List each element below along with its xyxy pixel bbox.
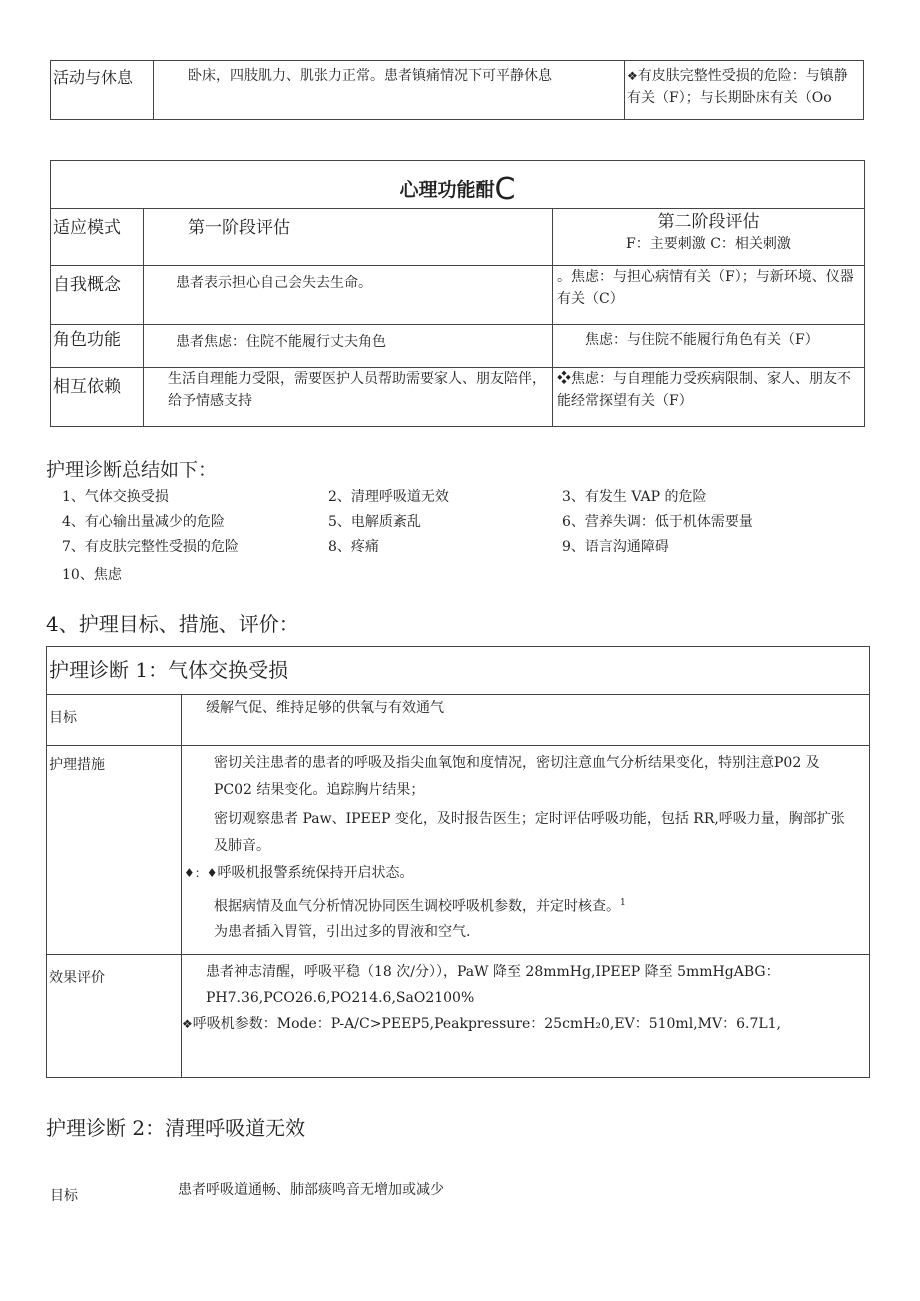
measure-item: 为患者插入胃管，引出过多的胃液和空气.	[214, 923, 471, 940]
diamond-bullet-icon: ♦：♦	[184, 866, 218, 880]
measures-label: 护理措施	[47, 746, 182, 955]
diagnosis2-title: 护理诊断 2：清理呼吸道无效	[46, 1116, 306, 1140]
activity-assessment: 卧床，四肢肌力、肌张力正常。患者镇痛情况下可平静休息	[154, 61, 625, 120]
col-mode-header: 适应模式	[51, 209, 144, 266]
footnote-mark: 1	[620, 898, 626, 908]
col-stage1-header: 第一阶段评估	[144, 209, 553, 266]
psych-title-suffix: C	[494, 172, 516, 207]
goal-text: 缓解气促、维持足够的供氧与有效通气	[182, 695, 870, 746]
eval-cell	[182, 955, 870, 1078]
row-stage2: 焦虑：与住院不能履行角色有关（F）	[553, 325, 865, 368]
measure-item: 密切观察患者 Paw、IPEEP 变化，及时报告医生；定时评估呼吸功能，包括 RR,呼吸力量，胸部扩张及肺音。	[214, 811, 845, 854]
diagnosis-item: 8、疼痛	[328, 539, 379, 555]
diagnosis-item: 4、有心输出量减少的危险	[62, 514, 225, 530]
row-stage1: 生活自理能力受限，需要医护人员帮助需要家人、朋友陪伴，给予情感支持	[144, 368, 553, 427]
row-stage2: 。焦虑：与担心病情有关（F）；与新环境、仪器有关（C）	[553, 266, 865, 325]
row-stage1: 患者表示担心自己会失去生命。	[144, 266, 553, 325]
activity-diagnosis	[625, 61, 864, 120]
diagnosis1-title: 护理诊断 1：气体交换受损	[47, 647, 870, 695]
diamond-bullet-icon: ❖	[182, 1017, 193, 1031]
row-label: 角色功能	[51, 325, 144, 368]
activity-label: 活动与休息	[51, 61, 154, 120]
diagnosis-item: 5、电解质紊乱	[328, 514, 421, 530]
row-label: 相互依赖	[51, 368, 144, 427]
diagnosis-item: 3、有发生 VAP 的危险	[562, 489, 707, 505]
activity-diagnosis-text: 有皮肤完整性受损的危险：与镇静有关（F）；与长期卧床有关（Oo	[627, 68, 848, 106]
col-stage2-header: 第二阶段评估 F：主要刺激 C：相关刺激	[553, 209, 865, 266]
diagnosis1-table	[46, 646, 870, 1078]
eval-line2: ❖呼吸机参数：Mode：P-A/C>PEEP5,Peakpressure：25cmH₂0,EV：510ml,MV：6.7L1,	[182, 1016, 782, 1032]
diagnosis-item: 2、清理呼吸道无效	[328, 489, 449, 505]
diagnosis2-goal-label: 目标	[50, 1188, 78, 1204]
diagnosis-item: 10、焦虑	[62, 567, 122, 583]
eval-line1: 患者神志清醒，呼吸平稳（18 次/分）），PaW 降至 28mmHg,IPEEP 降至 5mmHgABG：PH7.36,PCO26.6,PO214.6,SaO2100%	[206, 964, 780, 1006]
goal-label: 目标	[47, 695, 182, 746]
section-title: 4、护理目标、措施、评价：	[46, 612, 299, 636]
row-label: 自我概念	[51, 266, 144, 325]
diamond-bullet-icon: ❖	[627, 69, 638, 83]
col-stage2-subheader: F：主要刺激 C：相关刺激	[626, 236, 791, 252]
measure-item: ♦：♦呼吸机报警系统保持开启状态。	[184, 865, 414, 881]
row-stage2: ❖焦虑：与自理能力受疾病限制、家人、朋友不能经常探望有关（F）	[553, 368, 865, 427]
psych-table	[50, 160, 865, 427]
diagnosis-item: 1、气体交换受损	[62, 489, 169, 505]
diagnosis2-goal: 患者呼吸道通畅、肺部痰鸣音无增加或减少	[178, 1182, 444, 1198]
measure-item: 根据病情及血气分析情况协同医生调校呼吸机参数，并定时核查。$^1$	[214, 898, 626, 915]
diagnosis-item: 9、语言沟通障碍	[562, 539, 669, 555]
measures-cell	[182, 746, 870, 955]
activity-table	[50, 60, 864, 120]
summary-title: 护理诊断总结如下：	[46, 459, 218, 481]
diagnosis-item: 6、营养失调：低于机体需要量	[562, 514, 753, 530]
eval-label: 效果评价	[47, 955, 182, 1078]
psych-title: 心理功能酣C	[51, 161, 865, 209]
diagnosis-item: 7、有皮肤完整性受损的危险	[62, 539, 239, 555]
row-stage1: 患者焦虑：住院不能履行丈夫角色	[144, 325, 553, 368]
measure-item: 密切关注患者的患者的呼吸及指尖血氧饱和度情况，密切注意血气分析结果变化，特别注意P02 及 PC02 结果变化。追踪胸片结果；	[214, 755, 820, 798]
